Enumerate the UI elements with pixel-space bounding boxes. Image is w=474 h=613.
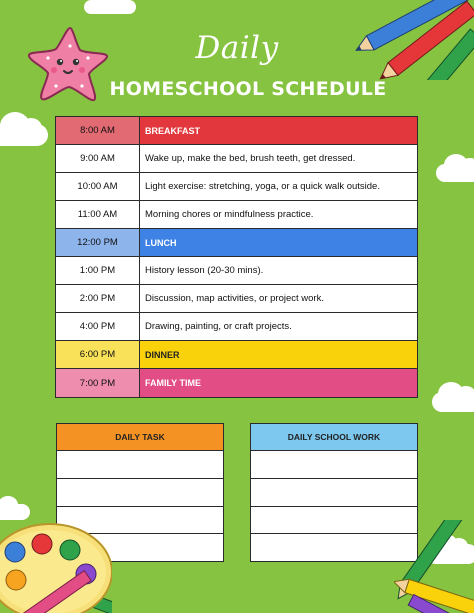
schedule-row-dinner [56, 341, 417, 369]
schedule-activity: Light exercise: stretching, yoga, or a quick walk outside. [145, 181, 380, 192]
paint-palette-icon [0, 512, 112, 613]
daily-school-work-line[interactable] [251, 451, 417, 479]
colored-pencils-icon [394, 520, 474, 613]
schedule-row-breakfast [56, 117, 417, 145]
page-title-script: Daily [195, 30, 279, 66]
daily-school-work-box [250, 423, 418, 562]
schedule-time: 9:00 AM [56, 145, 140, 172]
schedule-activity: BREAKFAST [140, 117, 417, 144]
daily-school-work-line[interactable] [251, 507, 417, 535]
schedule-time: 11:00 AM [56, 201, 140, 228]
schedule-time: 7:00 PM [56, 369, 140, 397]
cloud-icon [432, 392, 474, 412]
schedule-table [55, 116, 418, 398]
daily-task-header: DAILY TASK [57, 424, 223, 451]
cloud-icon [436, 164, 474, 182]
cloud-icon [0, 124, 48, 146]
schedule-row [56, 145, 417, 173]
schedule-time: 1:00 PM [56, 257, 140, 284]
daily-task-line[interactable] [57, 451, 223, 479]
daily-school-work-line[interactable] [251, 479, 417, 507]
schedule-time: 12:00 PM [56, 229, 140, 256]
daily-school-work-header: DAILY SCHOOL WORK [251, 424, 417, 451]
schedule-activity: Discussion, map activities, or project work. [145, 293, 324, 304]
daily-task-line[interactable] [57, 479, 223, 507]
schedule-activity: History lesson (20-30 mins). [145, 265, 264, 276]
schedule-time: 2:00 PM [56, 285, 140, 312]
page-title: HOMESCHOOL SCHEDULE [109, 78, 387, 100]
schedule-row-family-time [56, 369, 417, 397]
schedule-time: 6:00 PM [56, 341, 140, 368]
daily-school-work-line[interactable] [251, 534, 417, 562]
schedule-activity: FAMILY TIME [140, 369, 417, 397]
schedule-activity: Drawing, painting, or craft projects. [145, 321, 292, 332]
schedule-time: 4:00 PM [56, 313, 140, 340]
schedule-row [56, 313, 417, 341]
schedule-activity: Morning chores or mindfulness practice. [145, 209, 314, 220]
schedule-row [56, 173, 417, 201]
schedule-activity: LUNCH [140, 229, 417, 256]
schedule-activity: DINNER [140, 341, 417, 368]
schedule-row [56, 257, 417, 285]
schedule-row [56, 201, 417, 229]
schedule-time: 8:00 AM [56, 117, 140, 144]
schedule-row-lunch [56, 229, 417, 257]
schedule-row [56, 285, 417, 313]
schedule-activity: Wake up, make the bed, brush teeth, get dressed. [145, 153, 356, 164]
cloud-icon [84, 0, 136, 14]
schedule-time: 10:00 AM [56, 173, 140, 200]
